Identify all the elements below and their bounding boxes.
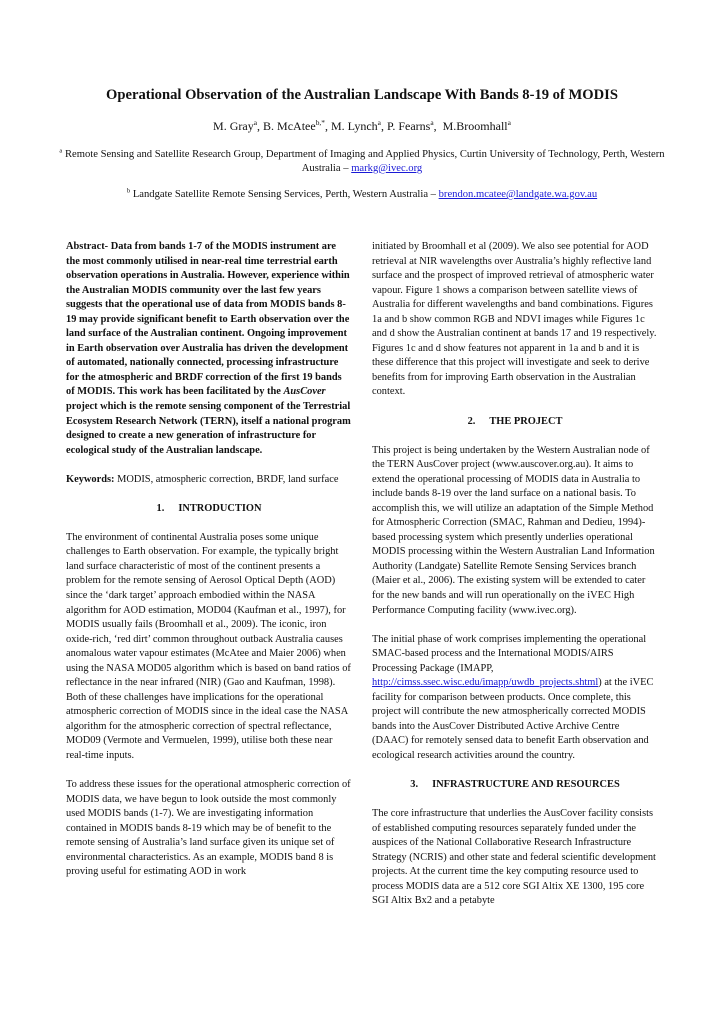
- paragraph: [372, 633, 658, 764]
- abstract-text: Abstract- Data from bands 1-7 of the MODIS instrument are the most commonly utilised in near-real time terrestrial earth observation operations in Australia. However, experience within the Australian MODIS community over the last few years suggests that the operational use of data from MODIS bands 8-19 may provide significant benefit to Earth observation over the land surface of the Australian continent. Ongoing improvement in Earth observation over Australia has driven the development of automated, nationally connected, processing infrastructure for the atmospheric and BRDF correction of the first 19 bands of MODIS. This work has been facilitated by the: [66, 241, 350, 398]
- section-number: 1.: [156, 502, 165, 514]
- abstract: [66, 240, 352, 458]
- section-title: INFRASTRUCTURE AND RESOURCES: [432, 779, 620, 791]
- abstract-italic: AusCover: [283, 386, 326, 398]
- author-name: P. Fearns: [386, 119, 431, 133]
- paragraph-text: The initial phase of work comprises implementing the operational SMAC-based process and the International MODIS/AIRS Processing Package (IMAPP,: [372, 633, 647, 674]
- paragraph: The core infrastructure that underlies the AusCover facility consists of established computing resources separately funded under the auspices of the National Collaborative Research Infrastructure Strategy (NCRIS) and other state and federal scientific development projects. At the current time the key computing resource used to process MODIS data are a 512 core SGI Altix XE 1300, 195 core SGI Altix Bx2 and a petabyte: [372, 808, 656, 907]
- affiliation-text: Remote Sensing and Satellite Research Group, Department of Imaging and Applied Physics, Curtin University of Technology, Perth, Western Australia –: [64, 149, 665, 174]
- keywords-label: Keywords:: [66, 473, 115, 485]
- section-number: 3.: [410, 779, 419, 791]
- abstract-text-end: project which is the remote sensing component of the Terrestrial Ecosystem Research Network (TERN), itself a national program designed to create a new generation of infrastructure for ecological study of the Australian landscape.: [66, 401, 351, 456]
- right-column: [372, 240, 658, 909]
- section-heading-the-project: [372, 415, 658, 430]
- paragraph-text-end: ) at the iVEC facility for comparison between products. Once complete, this project will contribute the new atmospherically corrected MODIS bands into the AusCover Distributed Active Archive Centre (DAAC) for remotely sensed data to benefit Earth observation and ecological research activities around the country.: [372, 677, 654, 761]
- section-number: 2.: [467, 415, 476, 427]
- author-name: M.Broomhall: [442, 119, 508, 133]
- left-column: [66, 240, 352, 880]
- affiliation-sup: b: [126, 187, 131, 195]
- paragraph: This project is being undertaken by the Western Australian node of the TERN AusCover project (www.auscover.org.au). It aims to extend the operational processing of MODIS data in Australia to include bands 8-19 over the land surface on a national basis. To accomplish this, we will utilize an adaptation of the Simple Method for Atmospheric Correction (SMAC, Rahman and Dedieu, 1994)-based processing system which presently underlies operational MODIS processing within the Western Australian Land Information Authority (Landgate) Satellite Remote Sensing Services branch (Maier et al., 2006). The existing system will be extended to cater for the new bands and will run operationally on the iVEC High Performance Computing facility (www.ivec.org).: [372, 444, 655, 616]
- author-sup: a: [507, 118, 511, 127]
- author-name: B. McAtee: [263, 119, 316, 133]
- affiliation-a: [58, 148, 666, 176]
- affiliation-text: Landgate Satellite Remote Sensing Services, Perth, Western Australia –: [132, 189, 439, 200]
- paragraph: To address these issues for the operational atmospheric correction of MODIS data, we have begun to look outside the most commonly used MODIS bands (1-7). We are investigating information contained in MODIS bands 8-19 which may be of benefit to the remote sensing of Australia’s land surface given its unique set of environmental characteristics. As an example, MODIS band 8 is proving useful for estimating AOD in work: [66, 779, 351, 878]
- paper-title: Operational Observation of the Australian Landscape With Bands 8-19 of MODIS: [106, 87, 618, 103]
- email-link[interactable]: markg@ivec.org: [351, 163, 423, 174]
- author-name: M. Gray: [213, 119, 254, 133]
- imapp-link[interactable]: http://cimss.ssec.wisc.edu/imapp/uwdb_projects.shtml: [372, 677, 599, 689]
- keywords: [66, 473, 352, 488]
- author-list: M. Gray$^a$, B. McAtee$^{b,*}$, M. Lynch$^a$, P. Fearns$^a$, M.Broomhall$^a$: [213, 118, 511, 133]
- email-link[interactable]: brendon.mcatee@landgate.wa.gov.au: [438, 189, 598, 200]
- section-title: THE PROJECT: [489, 415, 563, 427]
- author-sup: a: [377, 118, 381, 127]
- affiliation-sup: a: [59, 147, 63, 155]
- author-name: M. Lynch: [330, 119, 378, 133]
- author-sup: a: [430, 118, 434, 127]
- keywords-text: MODIS, atmospheric correction, BRDF, land surface: [114, 473, 339, 485]
- section-heading-introduction: [66, 502, 352, 517]
- paragraph: initiated by Broomhall et al (2009). We also see potential for AOD retrieval at NIR wavelengths over Australia’s highly reflective land surface and the prospect of improved retrieval of atmospheric water vapour. Figure 1 shows a comparison between satellite views of Australia for different wavelengths and band combinations. Figures 1a and b show common RGB and NDVI images while Figures 1c and d show the Australian continent at bands 17 and 19 respectively. Figures 1c and d show features not apparent in 1a and b and it is these difference that this project will investigate and seek to derive benefits from for improving Earth observation in the Australian context.: [372, 241, 657, 398]
- author-sup: b,*: [315, 118, 325, 127]
- paragraph: The environment of continental Australia poses some unique challenges to Earth observation. For example, the typically bright land surface characteristic of most of the continent presents a problem for the remote sensing of Aerosol Optical Depth (AOD) since the ‘dark target’ approach embodied within the NASA algorithm for AOD estimation, MOD04 (Kaufman et al., 1997), for MODIS usually fails (Broomhall et al., 2009). The iconic, iron oxide-rich, ‘red dirt’ common throughout outback Australia causes anomalous water vapour estimates (McAtee and Maier 2006) when using the NASA MOD05 algorithm which is based on band ratios of reflectance in the near infrared (NIR) (Gao and Kaufman, 1998). Both of these challenges have implications for the operational atmospheric correction of MODIS since in the ideal case the NASA algorithm for the atmospheric correction of spectral reflectance, MOD09 (Vermote and Vermuelen, 1999), utilise both these near real-time inputs.: [66, 531, 351, 761]
- section-heading-infrastructure: [372, 778, 658, 793]
- affiliation-b: [58, 188, 666, 202]
- section-title: INTRODUCTION: [178, 502, 262, 514]
- author-sup: a: [253, 118, 258, 127]
